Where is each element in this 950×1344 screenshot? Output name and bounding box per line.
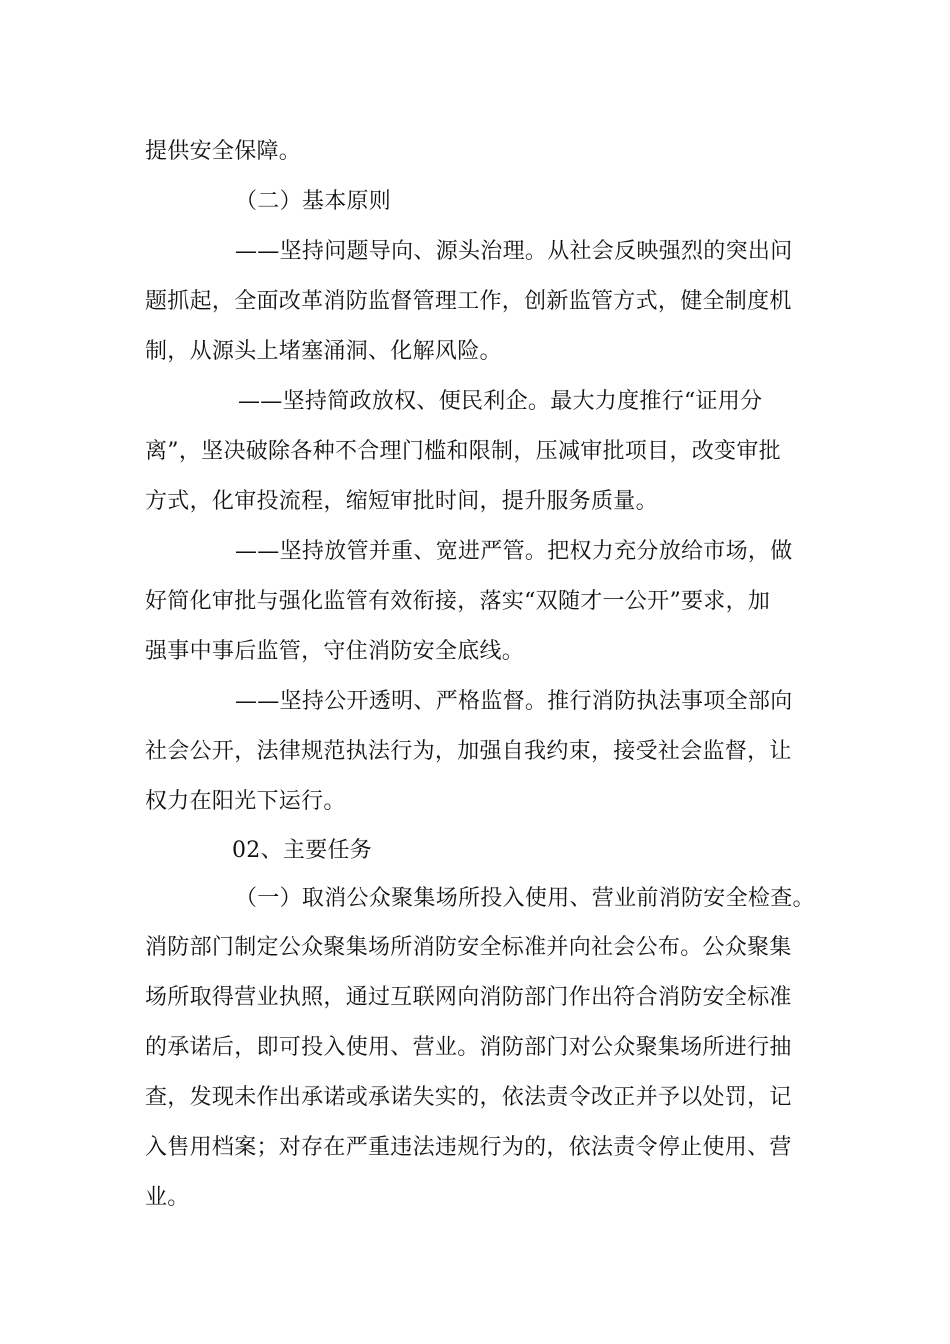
- paragraph-line: 消防部门制定公众聚集场所消防安全标准并向社会公布。公众聚集: [145, 935, 792, 960]
- paragraph-line: 业。: [145, 1185, 190, 1210]
- section-heading-main-tasks: 02、主要任务: [232, 838, 373, 863]
- paragraph-line: ——坚持简政放权、便民利企。最大力度推行“证用分: [238, 389, 763, 414]
- paragraph-line: 权力在阳光下运行。: [145, 789, 346, 814]
- paragraph-line: 制，从源头上堵塞涌洞、化解风险。: [145, 339, 502, 364]
- paragraph-line: 题抓起，全面改革消防监督管理工作，创新监管方式，健全制度机: [145, 289, 792, 314]
- section-heading-principles: （二）基本原则: [235, 189, 392, 214]
- paragraph-line: 场所取得营业执照，通过互联网向消防部门作出符合消防安全标准: [145, 985, 792, 1010]
- paragraph-line: 好简化审批与强化监管有效衔接，落实“双随才一公开”要求，加: [145, 589, 771, 614]
- paragraph-line: 社会公开，法律规范执法行为，加强自我约束，接受社会监督，让: [145, 739, 792, 764]
- paragraph-line: 提供安全保障。: [145, 139, 302, 164]
- paragraph-line: 强事中事后监管，守住消防安全底线。: [145, 639, 525, 664]
- paragraph-line: 入售用档案；对存在严重违法违规行为的，依法责令停止使用、营: [145, 1135, 792, 1160]
- paragraph-line: ——坚持放管并重、宽进严管。把权力充分放给市场，做: [235, 539, 793, 564]
- paragraph-line: 离”，坚决破除各种不合理门槛和限制，压减审批项目，改变审批: [145, 439, 781, 464]
- paragraph-line: 查，发现未作出承诺或承诺失实的，依法责令改正并予以处罚，记: [145, 1085, 792, 1110]
- paragraph-line: 的承诺后，即可投入使用、营业。消防部门对公众聚集场所进行抽: [145, 1035, 792, 1060]
- paragraph-line: 方式，化审投流程，缩短审批时间，提升服务质量。: [145, 489, 658, 514]
- paragraph-line: ——坚持问题导向、源头治理。从社会反映强烈的突出问: [235, 239, 793, 264]
- paragraph-line: （一）取消公众聚集场所投入使用、营业前消防安全检查。: [235, 886, 815, 911]
- paragraph-line: ——坚持公开透明、严格监督。推行消防执法事项全部向: [235, 689, 793, 714]
